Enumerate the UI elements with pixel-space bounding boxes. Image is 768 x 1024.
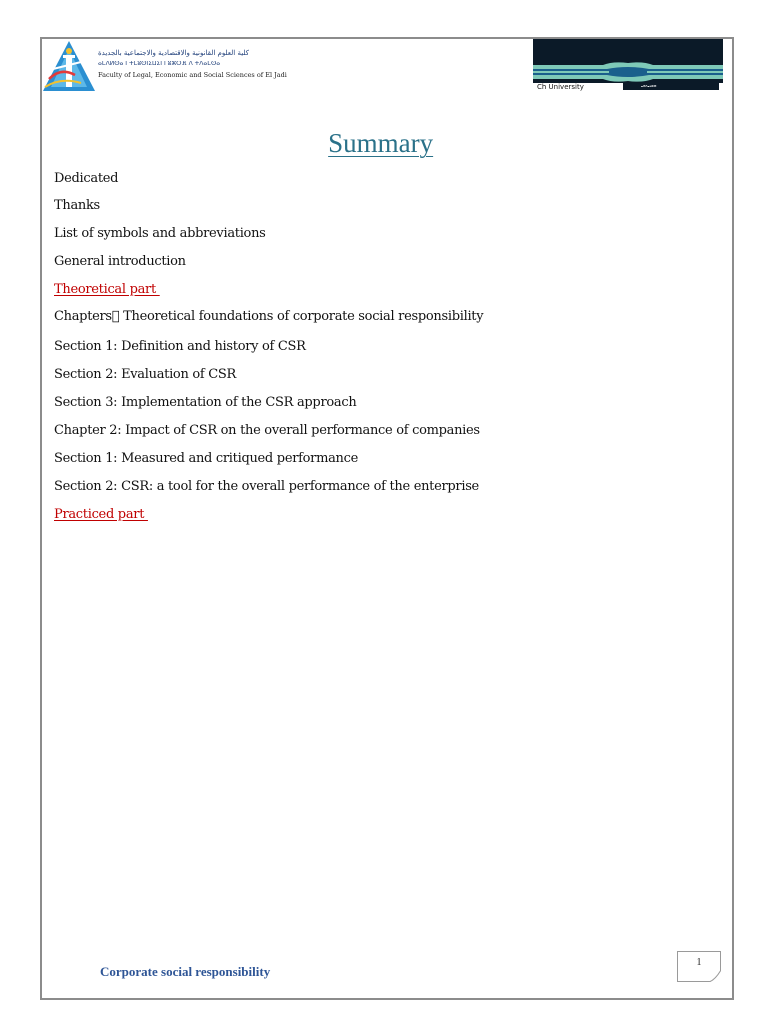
toc-entry[interactable]: Chapters Theoretical foundations of corporate social responsibility [54,309,476,324]
faculty-name-tifinagh: ⴰⵎⴷⵍⵙⴰ ⵏ ⵜⵎⵓⵙⵏⵉⵡⵉⵏ ⵏ ⵓⵣⵔⴼ ⴷ ⵜⴷⴰⵎⵙⴰ [98,61,221,67]
toc-entry[interactable]: Section 2: Evaluation of CSR [54,367,236,382]
toc-entry[interactable]: Section 1: Measured and critiqued performance [54,451,358,466]
university-small-label: ⴰⵙⴷⴰⵡⵉⵙ [641,84,657,88]
page-number-box [677,951,721,982]
faculty-name-english: Faculty of Legal, Economic and Social Sciences of El Jadi [98,71,287,79]
university-label: Ch University [537,83,584,91]
faculty-logo-icon [41,39,97,93]
footer-title: Corporate social responsibility [100,964,271,979]
toc-entry[interactable]: Section 3: Implementation of the CSR approach [54,395,357,410]
toc-entry[interactable]: Section 2: CSR: a tool for the overall performance of the enterprise [54,479,479,494]
toc-part-heading[interactable]: Practiced part [54,507,148,522]
page-title [0,128,768,159]
university-logo [533,39,723,91]
page-curl-icon [709,970,721,982]
university-logo-wave-icon [533,61,723,83]
toc-entry[interactable]: Dedicated [54,171,119,186]
toc-entry[interactable]: Chapter 2: Impact of CSR on the overall performance of companies [54,423,480,438]
page-number: 1 [696,957,702,968]
toc-entry[interactable]: Thanks [54,198,100,213]
toc-entry[interactable]: List of symbols and abbreviations [54,226,266,241]
page-title-text: Summary [328,128,434,158]
toc-part-heading[interactable]: Theoretical part [54,282,160,297]
faculty-header-text [98,50,287,79]
toc-entry[interactable]: General introduction [54,254,186,269]
faculty-name-arabic: كلية العلوم القانونية والاقتصادية والاجتماعية بالجديدة [98,49,249,57]
toc-entry[interactable]: Section 1: Definition and history of CSR [54,339,306,354]
